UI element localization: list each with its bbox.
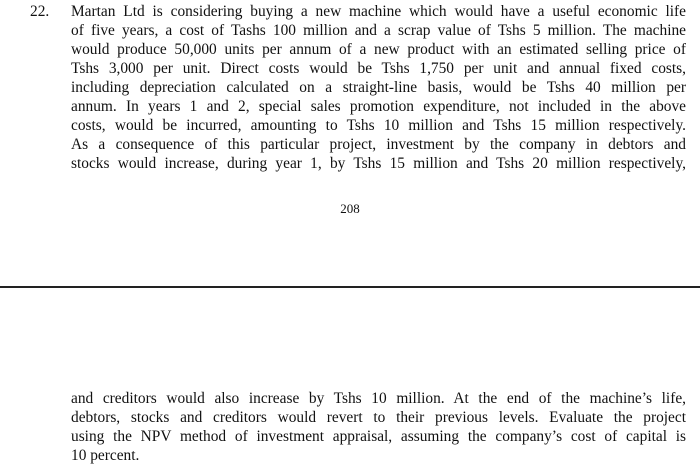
question-text-bottom xyxy=(71,389,686,465)
text-line: using the NPV method of investment appraisal, assuming the company’s cost of capital is xyxy=(71,428,686,445)
question-number: 22. xyxy=(30,3,50,20)
text-line: stocks would increase, during year 1, by Tshs 15 million and Tshs 20 million respectively, xyxy=(71,155,686,172)
text-line: and creditors would also increase by Tshs 10 million. At the end of the machine’s life, xyxy=(71,390,686,407)
text-line: of five years, a cost of Tashs 100 million and a scrap value of Tshs 5 million. The machine xyxy=(71,22,686,39)
text-line: Martan Ltd is considering buying a new machine which would have a useful economic life xyxy=(71,3,686,20)
text-line: debtors, stocks and creditors would revert to their previous levels. Evaluate the project xyxy=(71,409,686,426)
question-text-top xyxy=(71,2,686,173)
text-line: would produce 50,000 units per annum of a new product with an estimated selling price of xyxy=(71,41,686,58)
text-line: As a consequence of this particular project, investment by the company in debtors and xyxy=(71,136,686,153)
text-line: 10 percent. xyxy=(71,447,140,464)
text-line: annum. In years 1 and 2, special sales promotion expenditure, not included in the above xyxy=(71,98,686,115)
text-line: including depreciation calculated on a straight-line basis, would be Tshs 40 million per xyxy=(71,79,686,96)
page-break-divider xyxy=(0,286,700,288)
text-line: costs, would be incurred, amounting to Tshs 10 million and Tshs 15 million respectively. xyxy=(71,117,686,134)
text-line: Tshs 3,000 per unit. Direct costs would be Tshs 1,750 per unit and annual fixed costs, xyxy=(71,60,686,77)
page-number: 208 xyxy=(340,201,360,216)
